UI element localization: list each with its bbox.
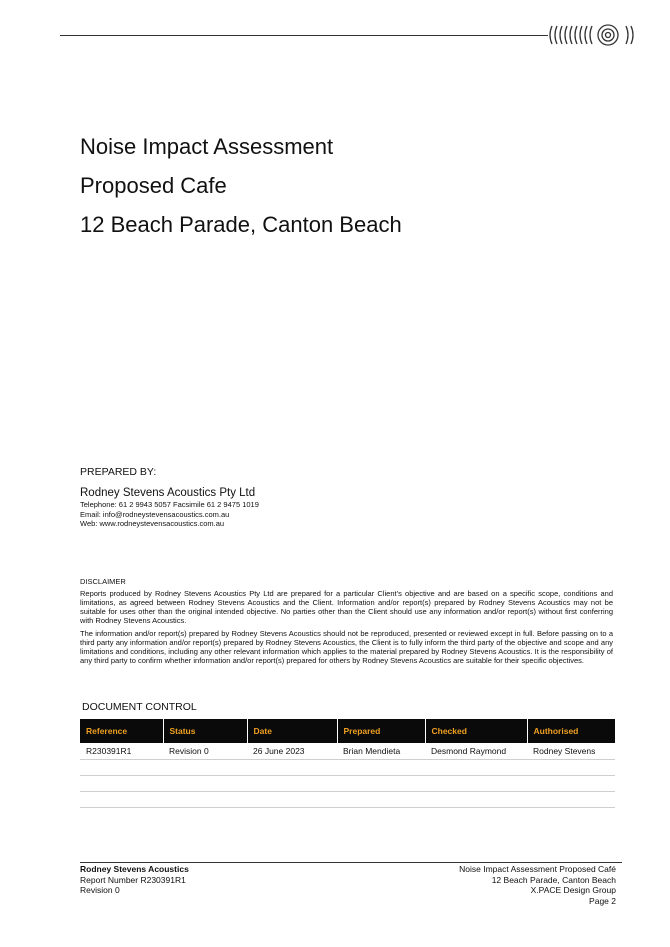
footer-client: X.PACE Design Group (530, 885, 616, 895)
footer-doc-title: Noise Impact Assessment Proposed Café (459, 864, 616, 874)
empty-table-row (80, 760, 615, 776)
cell-prepared: Brian Mendieta (337, 743, 425, 760)
cell-reference: R230391R1 (80, 743, 163, 760)
cell-checked: Desmond Raymond (425, 743, 527, 760)
telephone-line: Telephone: 61 2 9943 5057 Facsimile 61 2 9475 1019 (80, 500, 259, 509)
cell-date: 26 June 2023 (247, 743, 337, 760)
disclaimer-paragraph-2: The information and/or report(s) prepared by Rodney Stevens Acoustics should not be reproduced, presented or reviewed except in full. Before passing on to a third party any information and/or report(s) prepared by Rodney Stevens Acoustics, the Client is to fully inform the third party of the objective and scope and any limitations and conditions, including any other relevant information which applies to the material prepared by Rodney Stevens Acoustics. It is the responsibility of any third party to confirm whether information and/or report(s) prepared for others by Rodney Stevens Acoustics are suitable for their specific objectives. (80, 629, 613, 665)
cell-status: Revision 0 (163, 743, 247, 760)
header-authorised: Authorised (527, 719, 615, 743)
header-reference: Reference (80, 719, 163, 743)
footer-left (80, 864, 189, 896)
document-control-title: DOCUMENT CONTROL (82, 701, 197, 713)
title-line-2: Proposed Cafe (80, 173, 227, 198)
table-row (80, 743, 615, 760)
header-date: Date (247, 719, 337, 743)
table-header-row (80, 719, 615, 743)
prepared-by-label: PREPARED BY: (80, 466, 157, 478)
footer-revision: Revision 0 (80, 885, 120, 895)
disclaimer-title: DISCLAIMER (80, 577, 126, 586)
sound-wave-logo-icon (546, 22, 640, 48)
footer-rule (80, 862, 622, 863)
footer-right (459, 864, 616, 906)
email-line: Email: info@rodneystevensacoustics.com.au (80, 510, 230, 519)
footer-address: 12 Beach Parade, Canton Beach (491, 874, 616, 885)
footer-company: Rodney Stevens Acoustics (80, 864, 189, 874)
empty-table-row (80, 792, 615, 808)
header-status: Status (163, 719, 247, 743)
footer-report-number: Report Number R230391R1 (80, 874, 186, 885)
title-line-1: Noise Impact Assessment (80, 134, 334, 159)
title-line-3: 12 Beach Parade, Canton Beach (80, 212, 402, 237)
cell-authorised: Rodney Stevens (527, 743, 615, 760)
header-rule (60, 35, 548, 36)
disclaimer-paragraph-1: Reports produced by Rodney Stevens Acoustics Pty Ltd are prepared for a particular Client’s objective and are based on a specific scope, conditions and limitations, as agreed between Rodney Stevens Acoustics and the Client. Information and/or report(s) prepared by Rodney Stevens Acoustics may not be suitable for uses other than the original intended objective. No parties other than the Client should use any information and/or report(s) without first conferring with Rodney Stevens Acoustics. (80, 589, 613, 625)
web-line: Web: www.rodneystevensacoustics.com.au (80, 519, 225, 528)
company-name: Rodney Stevens Acoustics Pty Ltd (80, 487, 256, 499)
header-checked: Checked (425, 719, 527, 743)
document-control-table (80, 719, 615, 808)
header-prepared: Prepared (337, 719, 425, 743)
empty-table-row (80, 776, 615, 792)
footer-page-number: Page 2 (589, 895, 616, 906)
